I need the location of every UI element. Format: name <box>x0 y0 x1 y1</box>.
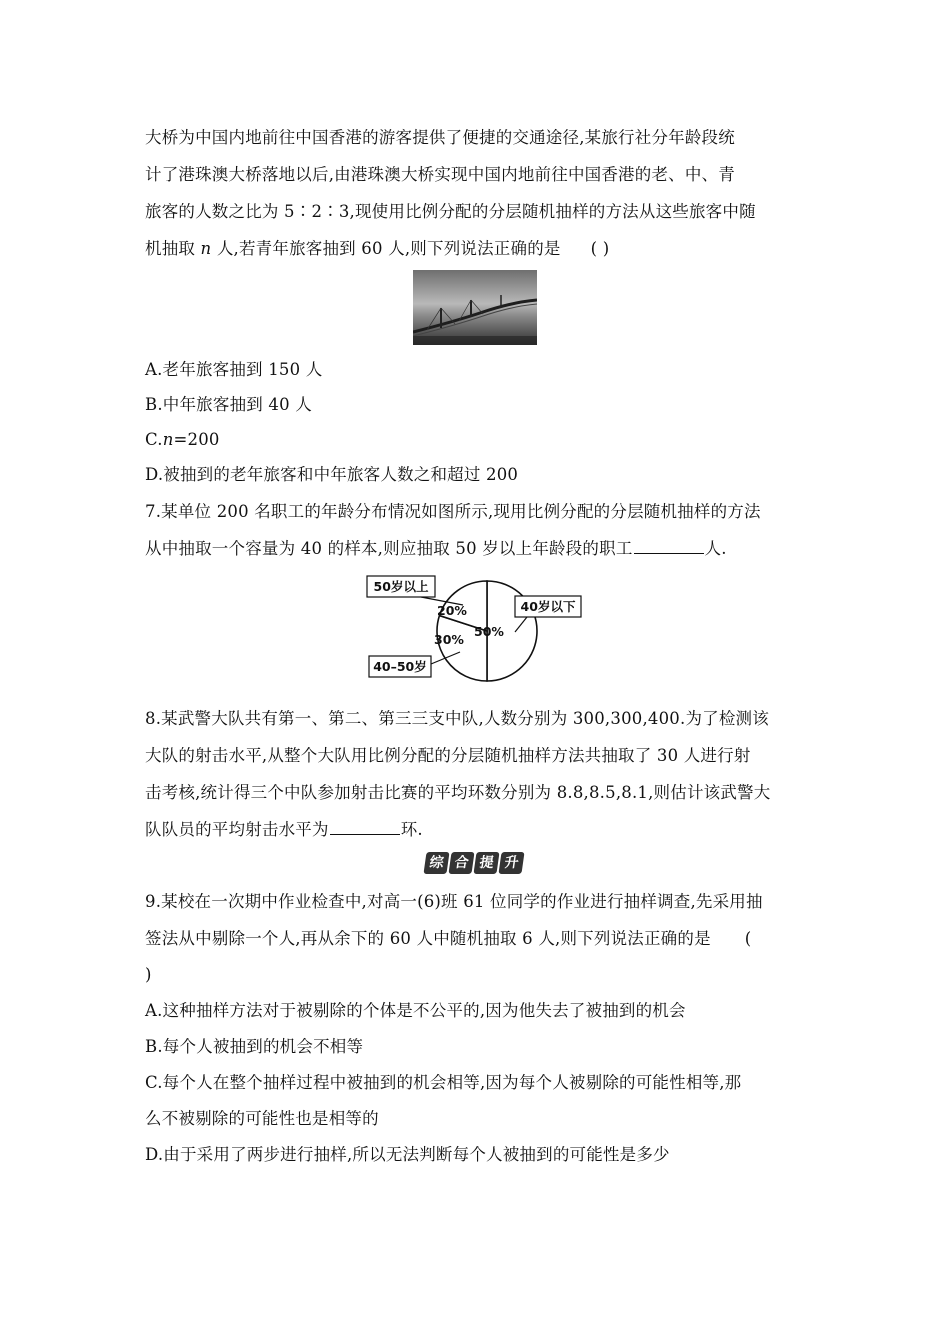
banner-char-4: 升 <box>498 852 524 874</box>
q8-text-line-1: 8.某武警大队共有第一、第二、第三三支中队,人数分别为 300,300,400.为了检测该 <box>145 709 769 728</box>
answer-blank <box>330 820 400 835</box>
q6-option-d: D.被抽到的老年旅客和中年旅客人数之和超过 200 <box>145 465 519 484</box>
q9-option-c-line-2: 么不被剔除的可能性也是相等的 <box>145 1109 379 1128</box>
q8-text-line-3: 击考核,统计得三个中队参加射击比赛的平均环数分别为 8.8,8.5,8.1,则估计该武警大 <box>145 783 771 802</box>
banner-char-1: 综 <box>423 852 449 874</box>
q7-line2-unit: 人. <box>704 539 727 558</box>
q6-option-c-value: =200 <box>173 430 220 449</box>
q9-option-a: A.这种抽样方法对于被剔除的个体是不公平的,因为他失去了被抽到的机会 <box>145 1001 686 1020</box>
q9-option-b: B.每个人被抽到的机会不相等 <box>145 1037 364 1056</box>
answer-blank <box>634 539 704 554</box>
q7-text-line-2 <box>145 537 727 561</box>
q6-option-c <box>145 428 220 452</box>
q6-option-c-prefix: C. <box>145 430 163 449</box>
q6-line4-start: 机抽取 <box>145 239 201 258</box>
q6-option-a: A.老年旅客抽到 150 人 <box>145 360 323 379</box>
q9-line2-text: 签法从中剔除一个人,再从余下的 60 人中随机抽取 6 人,则下列说法正确的是 <box>145 929 711 948</box>
bridge-photo <box>413 270 537 345</box>
q8-line4-text: 队队员的平均射击水平为 <box>145 820 329 839</box>
age-pie-chart <box>365 572 585 682</box>
category-label-2: 40–50岁 <box>373 659 427 674</box>
answer-paren-open: ( <box>744 929 752 948</box>
banner-char-2: 合 <box>448 852 474 874</box>
pie-percent-label-3: 20% <box>437 603 467 618</box>
q9-text-line-1: 9.某校在一次期中作业检查中,对高一(6)班 61 位同学的作业进行抽样调查,先采用抽 <box>145 892 763 911</box>
q9-option-d: D.由于采用了两步进行抽样,所以无法判断每个人被抽到的可能性是多少 <box>145 1145 670 1164</box>
q9-option-c-line-1: C.每个人在整个抽样过程中被抽到的机会相等,因为每个人被剔除的可能性相等,那 <box>145 1073 742 1092</box>
q7-text-line-1: 7.某单位 200 名职工的年龄分布情况如图所示,现用比例分配的分层随机抽样的方法 <box>145 502 761 521</box>
pie-percent-label-1: 50% <box>474 624 504 639</box>
q8-text-line-4 <box>145 818 423 842</box>
variable-n: n <box>200 239 212 258</box>
q6-text-line-2: 计了港珠澳大桥落地以后,由港珠澳大桥实现中国内地前往中国香港的老、中、青 <box>145 165 735 184</box>
pie-percent-label-2: 30% <box>434 632 464 647</box>
q8-line4-unit: 环. <box>400 820 423 839</box>
banner-char-3: 提 <box>473 852 499 874</box>
section-banner <box>425 852 523 876</box>
q9-text-line-2 <box>145 927 751 951</box>
q8-text-line-2: 大队的射击水平,从整个大队用比例分配的分层随机抽样方法共抽取了 30 人进行射 <box>145 746 751 765</box>
answer-parentheses: ( ) <box>590 239 610 258</box>
variable-n: n <box>162 430 174 449</box>
q6-text-line-3: 旅客的人数之比为 5∶2∶3,现使用比例分配的分层随机抽样的方法从这些旅客中随 <box>145 202 756 221</box>
q6-option-b: B.中年旅客抽到 40 人 <box>145 395 312 414</box>
q6-text-line-4 <box>145 237 609 261</box>
q7-line2-text: 从中抽取一个容量为 40 的样本,则应抽取 50 岁以上年龄段的职工 <box>145 539 633 558</box>
answer-paren-close: ) <box>145 965 152 984</box>
q6-line4-end: 人,若青年旅客抽到 60 人,则下列说法正确的是 <box>211 239 561 258</box>
category-label-1: 40岁以下 <box>520 599 576 614</box>
category-label-3: 50岁以上 <box>373 579 429 594</box>
q6-text-line-1: 大桥为中国内地前往中国香港的游客提供了便捷的交通途径,某旅行社分年龄段统 <box>145 128 735 147</box>
pie-svg <box>365 572 585 682</box>
